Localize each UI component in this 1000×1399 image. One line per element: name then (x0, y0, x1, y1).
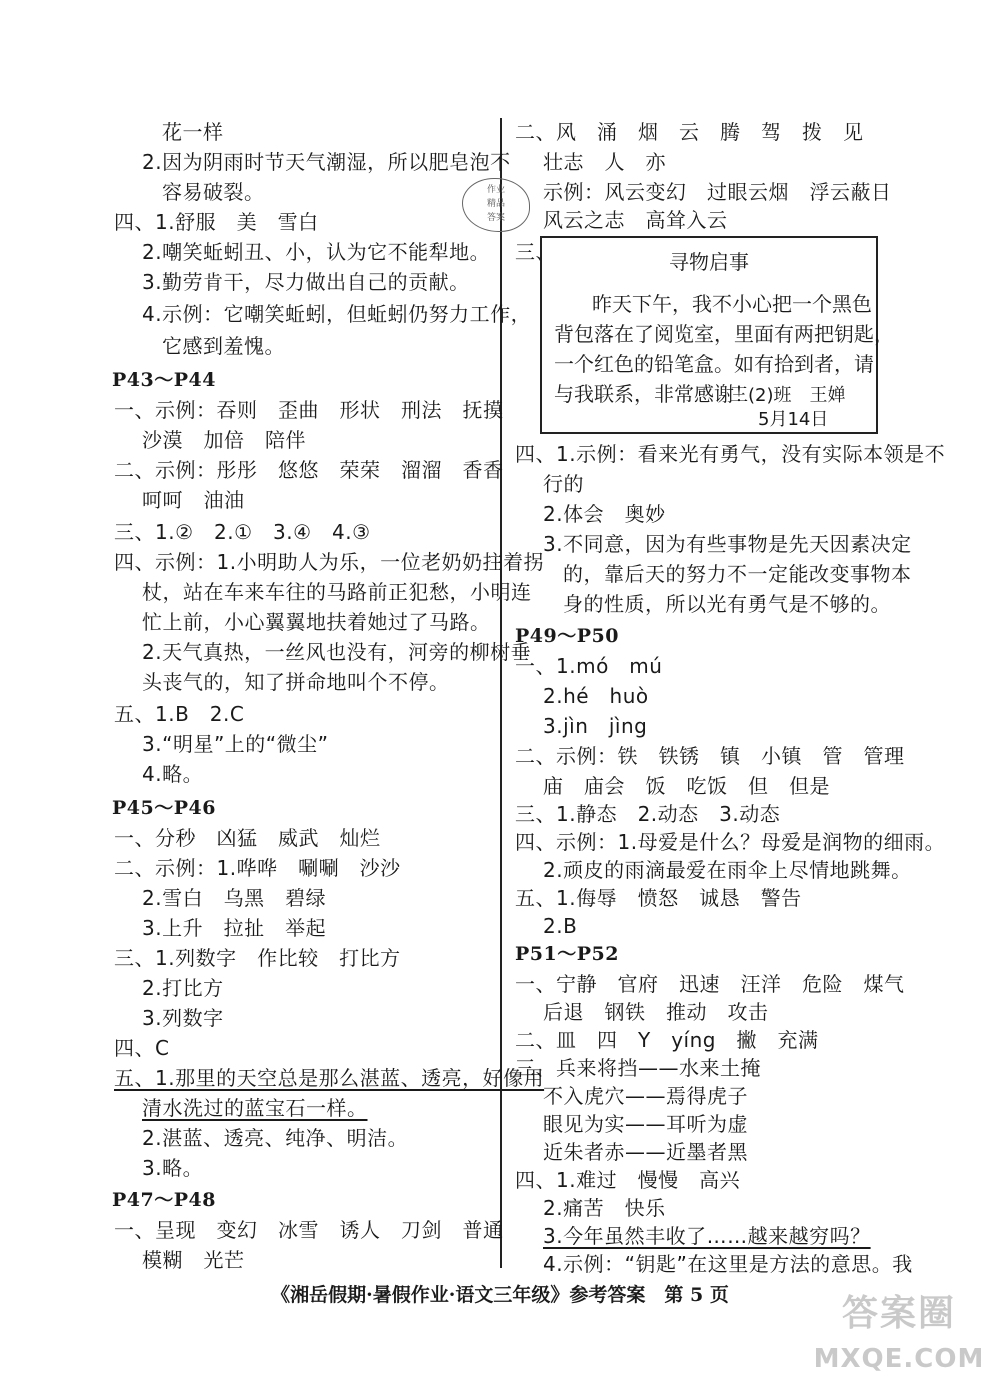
answer-line: 二、皿 四 Y yíng 撇 充满 (515, 1028, 819, 1052)
answer-line: 眼见为实——耳听为虚 (543, 1112, 748, 1136)
answer-line: 风云之志 高耸入云 (543, 208, 728, 232)
answer-line: 呵呵 油油 (142, 488, 245, 512)
answer-line: 不入虎穴——焉得虎子 (543, 1084, 748, 1108)
answer-line: 三、 (515, 240, 556, 264)
underlined-answer-line: 清水洗过的蓝宝石一样。 (142, 1096, 368, 1120)
answer-line: 四、示例：1.母爱是什么？母爱是润物的细雨。 (515, 830, 946, 854)
notice-date: 5月14日 (758, 409, 829, 430)
answer-line: 2.痛苦 快乐 (543, 1196, 666, 1220)
answer-line: 4.示例：“钥匙”在这里是方法的意思。我 (543, 1252, 913, 1276)
answer-line: 2.天气真热，一丝风也没有，河旁的柳树垂 (142, 640, 532, 664)
answer-line: 身的性质，所以光有勇气是不够的。 (563, 592, 891, 616)
answer-line: 3.jìn jìng (543, 714, 648, 738)
section-heading: P51～P52 (515, 943, 619, 965)
answer-line: 容易破裂。 (162, 180, 265, 204)
section-heading: P47～P48 (112, 1189, 216, 1211)
answer-line: 后退 钢铁 推动 攻击 (543, 1000, 769, 1024)
answer-line: 三、兵来将挡——水来土掩 (515, 1056, 761, 1080)
answer-line: 壮志 人 亦 (543, 150, 666, 174)
answer-line: 四、C (114, 1036, 170, 1060)
answer-line: 2.B (543, 914, 578, 938)
answer-line: 忙上前，小心翼翼地扶着她过了马路。 (142, 610, 491, 634)
notice-line: 昨天下午，我不小心把一个黑色 (592, 292, 872, 316)
section-heading: P43～P44 (112, 369, 216, 391)
notice-line: 一个红色的铅笔盒。如有拾到者，请 (554, 352, 874, 376)
watermark-url: MXQE.COM (813, 1344, 985, 1374)
answer-line: 模糊 光芒 (142, 1248, 245, 1272)
column-divider (500, 118, 502, 1268)
answer-line: 沙漠 加倍 陪伴 (142, 428, 306, 452)
answer-line: 2.打比方 (142, 976, 224, 1000)
answer-line: 它感到羞愧。 (162, 334, 285, 358)
answer-line: 四、1.舒服 美 雪白 (114, 210, 319, 234)
answer-line: 3.不同意，因为有些事物是先天因素决定 (543, 532, 912, 556)
stamp-text: 作业 精品 答案 (486, 185, 505, 223)
answer-line: 2.因为阴雨时节天气潮湿，所以肥皂泡不 (142, 150, 511, 174)
answer-line: 一、宁静 官府 迅速 汪洋 危险 煤气 (515, 972, 905, 996)
answer-line: 2.hé huò (543, 684, 649, 708)
notice-line: 与我联系，非常感谢！ (554, 382, 754, 406)
answer-line: 3.上升 拉扯 举起 (142, 916, 327, 940)
notice-title: 寻物启事 (669, 250, 749, 274)
section-heading: P45～P46 (112, 797, 216, 819)
answer-line: 3.勤劳肯干，尽力做出自己的贡献。 (142, 270, 470, 294)
answer-line: 4.略。 (142, 762, 204, 786)
answer-line: 二、示例：彤彤 悠悠 荣荣 溜溜 香香 (114, 458, 504, 482)
approval-stamp (462, 178, 530, 232)
answer-line: 一、呈现 变幻 冰雪 诱人 刀剑 普通 (114, 1218, 504, 1242)
answer-line: 3.列数字 (142, 1006, 224, 1030)
answer-line: 四、1.示例：看来光有勇气，没有实际本领是不 (515, 442, 946, 466)
answer-line: 一、示例：吞则 歪曲 形状 刑法 抚摸 (114, 398, 504, 422)
answer-line: 庙 庙会 饭 吃饭 但 但是 (543, 774, 830, 798)
underlined-answer-line: 3.今年虽然丰收了……越来越穷吗？ (543, 1224, 871, 1248)
lost-item-notice (540, 236, 894, 434)
site-watermark (806, 1286, 992, 1390)
answer-line: 一、分秒 凶猛 威武 灿烂 (114, 826, 381, 850)
answer-line: 近朱者赤——近墨者黑 (543, 1140, 748, 1164)
answer-line: 2.嘲笑蚯蚓丑、小，认为它不能犁地。 (142, 240, 491, 264)
answer-line: 四、1.难过 慢慢 高兴 (515, 1168, 741, 1192)
answer-line: 二、示例：1.哗哗 唰唰 沙沙 (114, 856, 401, 880)
answer-line: 一、1.mó mú (515, 654, 663, 678)
answer-line: 的，靠后天的努力不一定能改变事物本 (563, 562, 912, 586)
answer-line: 示例：风云变幻 过眼云烟 浮云蔽日 (543, 180, 892, 204)
answer-line: 五、1.侮辱 愤怒 诚恳 警告 (515, 886, 802, 910)
underlined-answer-line: 五、1.那里的天空总是那么湛蓝、透亮，好像用 (114, 1066, 545, 1090)
notice-line: 背包落在了阅览室，里面有两把钥匙， (554, 322, 894, 346)
answer-line: 三、1.② 2.① 3.④ 4.③ (114, 520, 371, 544)
answer-line: 花一样 (162, 120, 224, 144)
answer-line: 2.体会 奥妙 (543, 502, 666, 526)
answer-line: 二、风 涌 烟 云 腾 驾 拨 见 (515, 120, 864, 144)
section-heading: P49～P50 (515, 625, 619, 647)
answer-line: 行的 (543, 472, 584, 496)
answer-line: 头丧气的，知了拼命地叫个不停。 (142, 670, 450, 694)
answer-line: 杖，站在车来车往的马路前正犯愁，小明连 (142, 580, 532, 604)
answer-line: 三、1.静态 2.动态 3.动态 (515, 802, 781, 826)
page-footer: 《湘岳假期·暑假作业·语文三年级》参考答案 第 5 页 (271, 1284, 729, 1306)
answer-line: 3.“明星”上的“微尘” (142, 732, 329, 756)
answer-line: 2.雪白 乌黑 碧绿 (142, 886, 327, 910)
answer-line: 4.示例：它嘲笑蚯蚓，但蚯蚓仍努力工作， (142, 302, 532, 326)
watermark-logo-text: 答案圈 (841, 1293, 956, 1334)
answer-line: 五、1.B 2.C (114, 702, 245, 726)
notice-signature: 三(2)班 王婵 (730, 385, 846, 406)
answer-line: 2.湛蓝、透亮、纯净、明洁。 (142, 1126, 409, 1150)
answer-line: 四、示例：1.小明助人为乐，一位老奶奶拄着拐 (114, 550, 545, 574)
answer-line: 二、示例：铁 铁锈 镇 小镇 管 管理 (515, 744, 905, 768)
answer-line: 2.顽皮的雨滴最爱在雨伞上尽情地跳舞。 (543, 858, 912, 882)
answer-line: 三、1.列数字 作比较 打比方 (114, 946, 401, 970)
answer-line: 3.略。 (142, 1156, 204, 1180)
